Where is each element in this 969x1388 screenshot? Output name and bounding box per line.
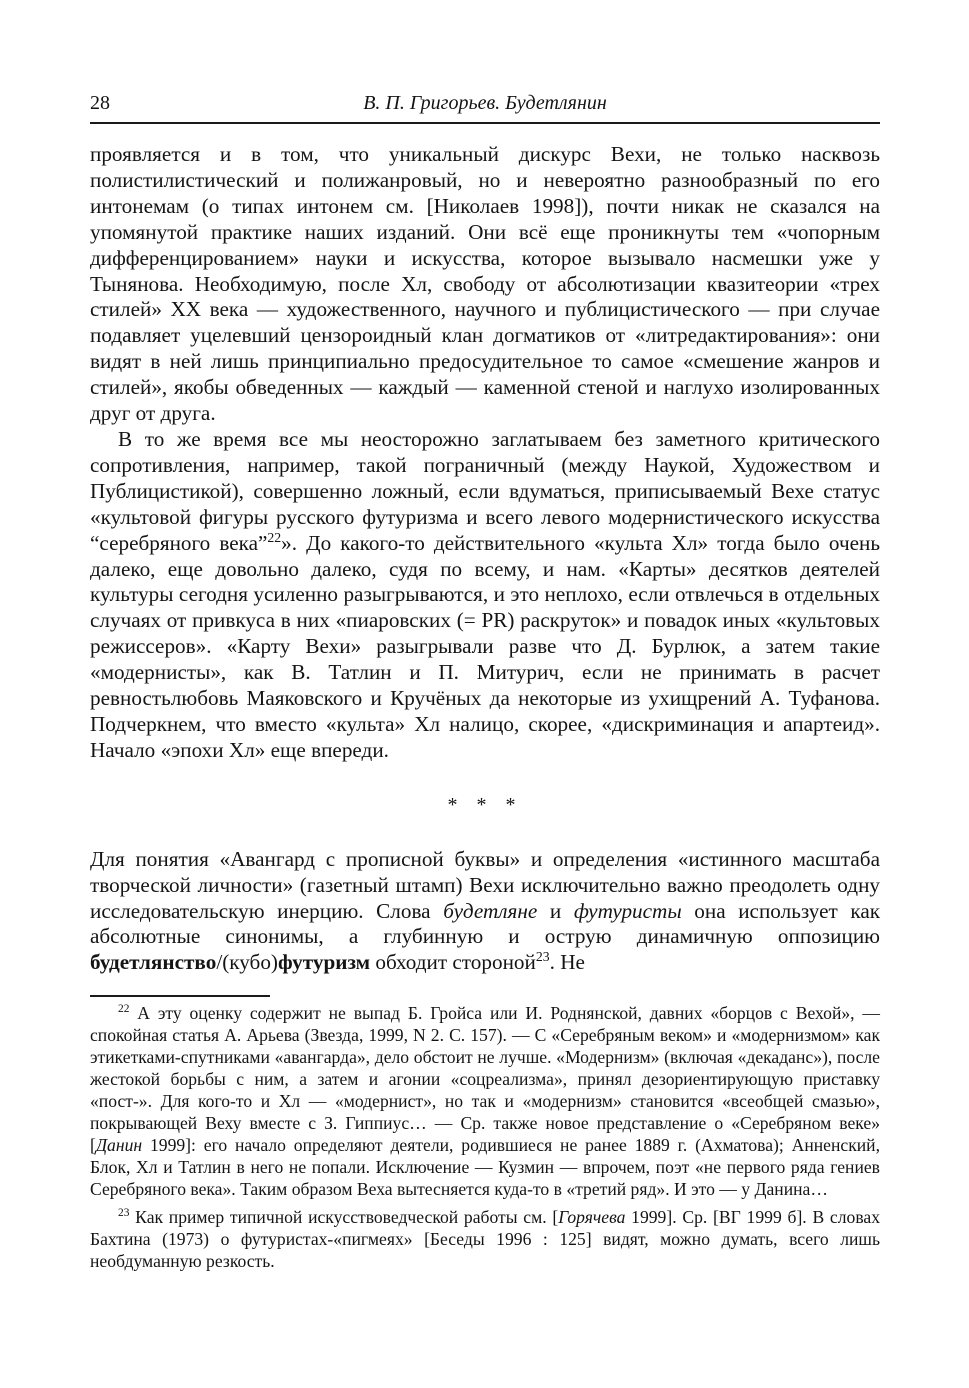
footnote-number-23: 23 [118,1207,130,1220]
paragraph-3 [90,847,880,977]
paragraph-3-text-b: и [537,898,574,923]
footnote-23-text-b: 1999]. Ср. [ВГ 1999 б]. В словах Бахтина (1973) о футуристах-«пигмеях» [Беседы 1996 : 125] видят, можно думать, всего лишь необдуманную резкость. [90,1207,880,1271]
paragraph-3-text-f: . Не [549,950,585,975]
page-number: 28 [90,92,110,114]
footnotes [90,1002,880,1278]
paragraph-3-text-d: /(кубо) [216,950,278,975]
paragraph-2-text-a: В то же время все мы неосторожно заглатываем без заметного критического сопротивления, например, такой пограничный (между Наукой, Художеством и Публицистикой), совершенно ложный, если вдуматься, приписываемый Вехе статус «культовой фигуры русского футуризма и всего левого модернистического искусства “серебряного века” [90,426,880,555]
paragraph-3-text-c: она использует как абсолютные синонимы, а глубинную и острую динамичную оппозицию [90,898,881,949]
header-rule [90,122,880,124]
main-text [90,142,880,976]
section-separator: * * * [447,793,523,816]
paragraph-3-text-a: Для понятия «Авангард с прописной буквы» и определения «истинного масштаба творческой личности» (газетный штамп) Вехи исключительно важно преодолеть одну исследовательскую инерцию. Слова [90,846,880,923]
italic-term-budetlyane: будетляне [443,898,538,923]
paragraph-1 [90,142,880,427]
paragraph-2 [90,427,880,764]
footnote-23-text-a: Как пример типичной искусствоведческой работы см. [ [129,1207,559,1227]
bold-term-futurizm: футуризм [278,950,371,975]
footnote-ref-23[interactable]: 23 [535,949,550,965]
footnote-rule [90,995,270,997]
footnote-23-italic-author: Горячева [558,1207,626,1227]
footnote-23 [90,1206,880,1272]
paragraph-1-text: проявляется и в том, что уникальный дискурс Вехи, не только насквозь полистилистический и полижанровый, но и невероятно разнообразный по его интонемам (о типах интонем см. [Николаев 1998]), почти никак не сказался на упомянутой практике наших изданий. Они всё еще проникнуты тем «чопорным дифференцированием» науки и искусства, которое вызывало насмешки уже у Тынянова. Необходимую, после Хл, свободу от абсолютизации квазитеории «трех стилей» XX века — художественного, научного и публицистического — при случае подавляет уцелевший цензороидный клан догматиков от «литредактирования»: они видят в ней лишь принципиально предосудительное то самое «смешение жанров и стилей», якобы обведенных — каждый — каменной стеной и наглухо изолированных друг от друга. [90,142,880,426]
page-header [90,92,880,118]
running-title: В. П. Григорьев. Будетлянин [363,92,607,114]
italic-term-futuristy: футуристы [573,898,682,923]
footnote-22-text-b: 1999]: его начало определяют деятели, родившиеся не ранее 1889 г. (Ахматова); Анненский, Блок, Хл и Татлин в него не попали. Исключение — Кузмин — впрочем, поэт «не первого ряда гениев Серебряного века». Таким образом Веха вытесняется куда-то в «третий ряд». И это — у Данина… [90,1135,880,1199]
bold-term-budetlyanstvo: будетлянство [90,950,217,975]
footnote-22 [90,1002,880,1200]
paragraph-3-text-e: обходит стороной [370,950,536,975]
paragraph-2-text-b: ». До какого-то действительного «культа Хл» тогда было очень далеко, еще довольно далеко, судя по всему, и нам. «Карты» десятков деятелей культуры сегодня усиленно разыгрываются, и это неплохо, если отвлечься в отдельных случаях от привкуса в них «пиаровских (= PR) раскруток» и повадок иных «культовых режиссеров». «Карту Вехи» разыгрывали разве что Д. Бурлюк, а затем такие «модернисты», как В. Татлин и П. Митурич, если не принимать в расчет ревностьлюбовь Маяковского и Кручёных да некоторые из ухищрений А. Туфанова. Подчеркнем, что вместо «культа» Хл налицо, скорее, «дискриминация и апартеид». Начало «эпохи Хл» еще впереди. [90,530,881,762]
footnote-22-text-a: А эту оценку содержит не выпад Б. Гройса или И. Роднянской, давних «борцов с Вехой», — спокойная статья А. Арьева (Звезда, 1999, N 2. С. 157). — С «Серебряным веком» и «модернизмом» как этикетками-спутниками «авангарда», дело обстоит не лучше. «Модернизм» (включая «декаданс»), после жестокой борьбы с ним, а затем и агонии «соцреализма», принял дезориентирующую приставку «пост-». Для кого-то и Хл — «модернист», но так и «модернизм» становится «всеобщей смазью», покрывающей Веху вместе с З. Гиппиус… — Ср. также новое представление о «Серебряном веке» [ [90,1003,880,1155]
footnote-ref-22[interactable]: 22 [267,529,282,545]
footnote-22-italic-author: Данин [95,1135,143,1155]
footnote-number-22: 22 [118,1003,130,1016]
